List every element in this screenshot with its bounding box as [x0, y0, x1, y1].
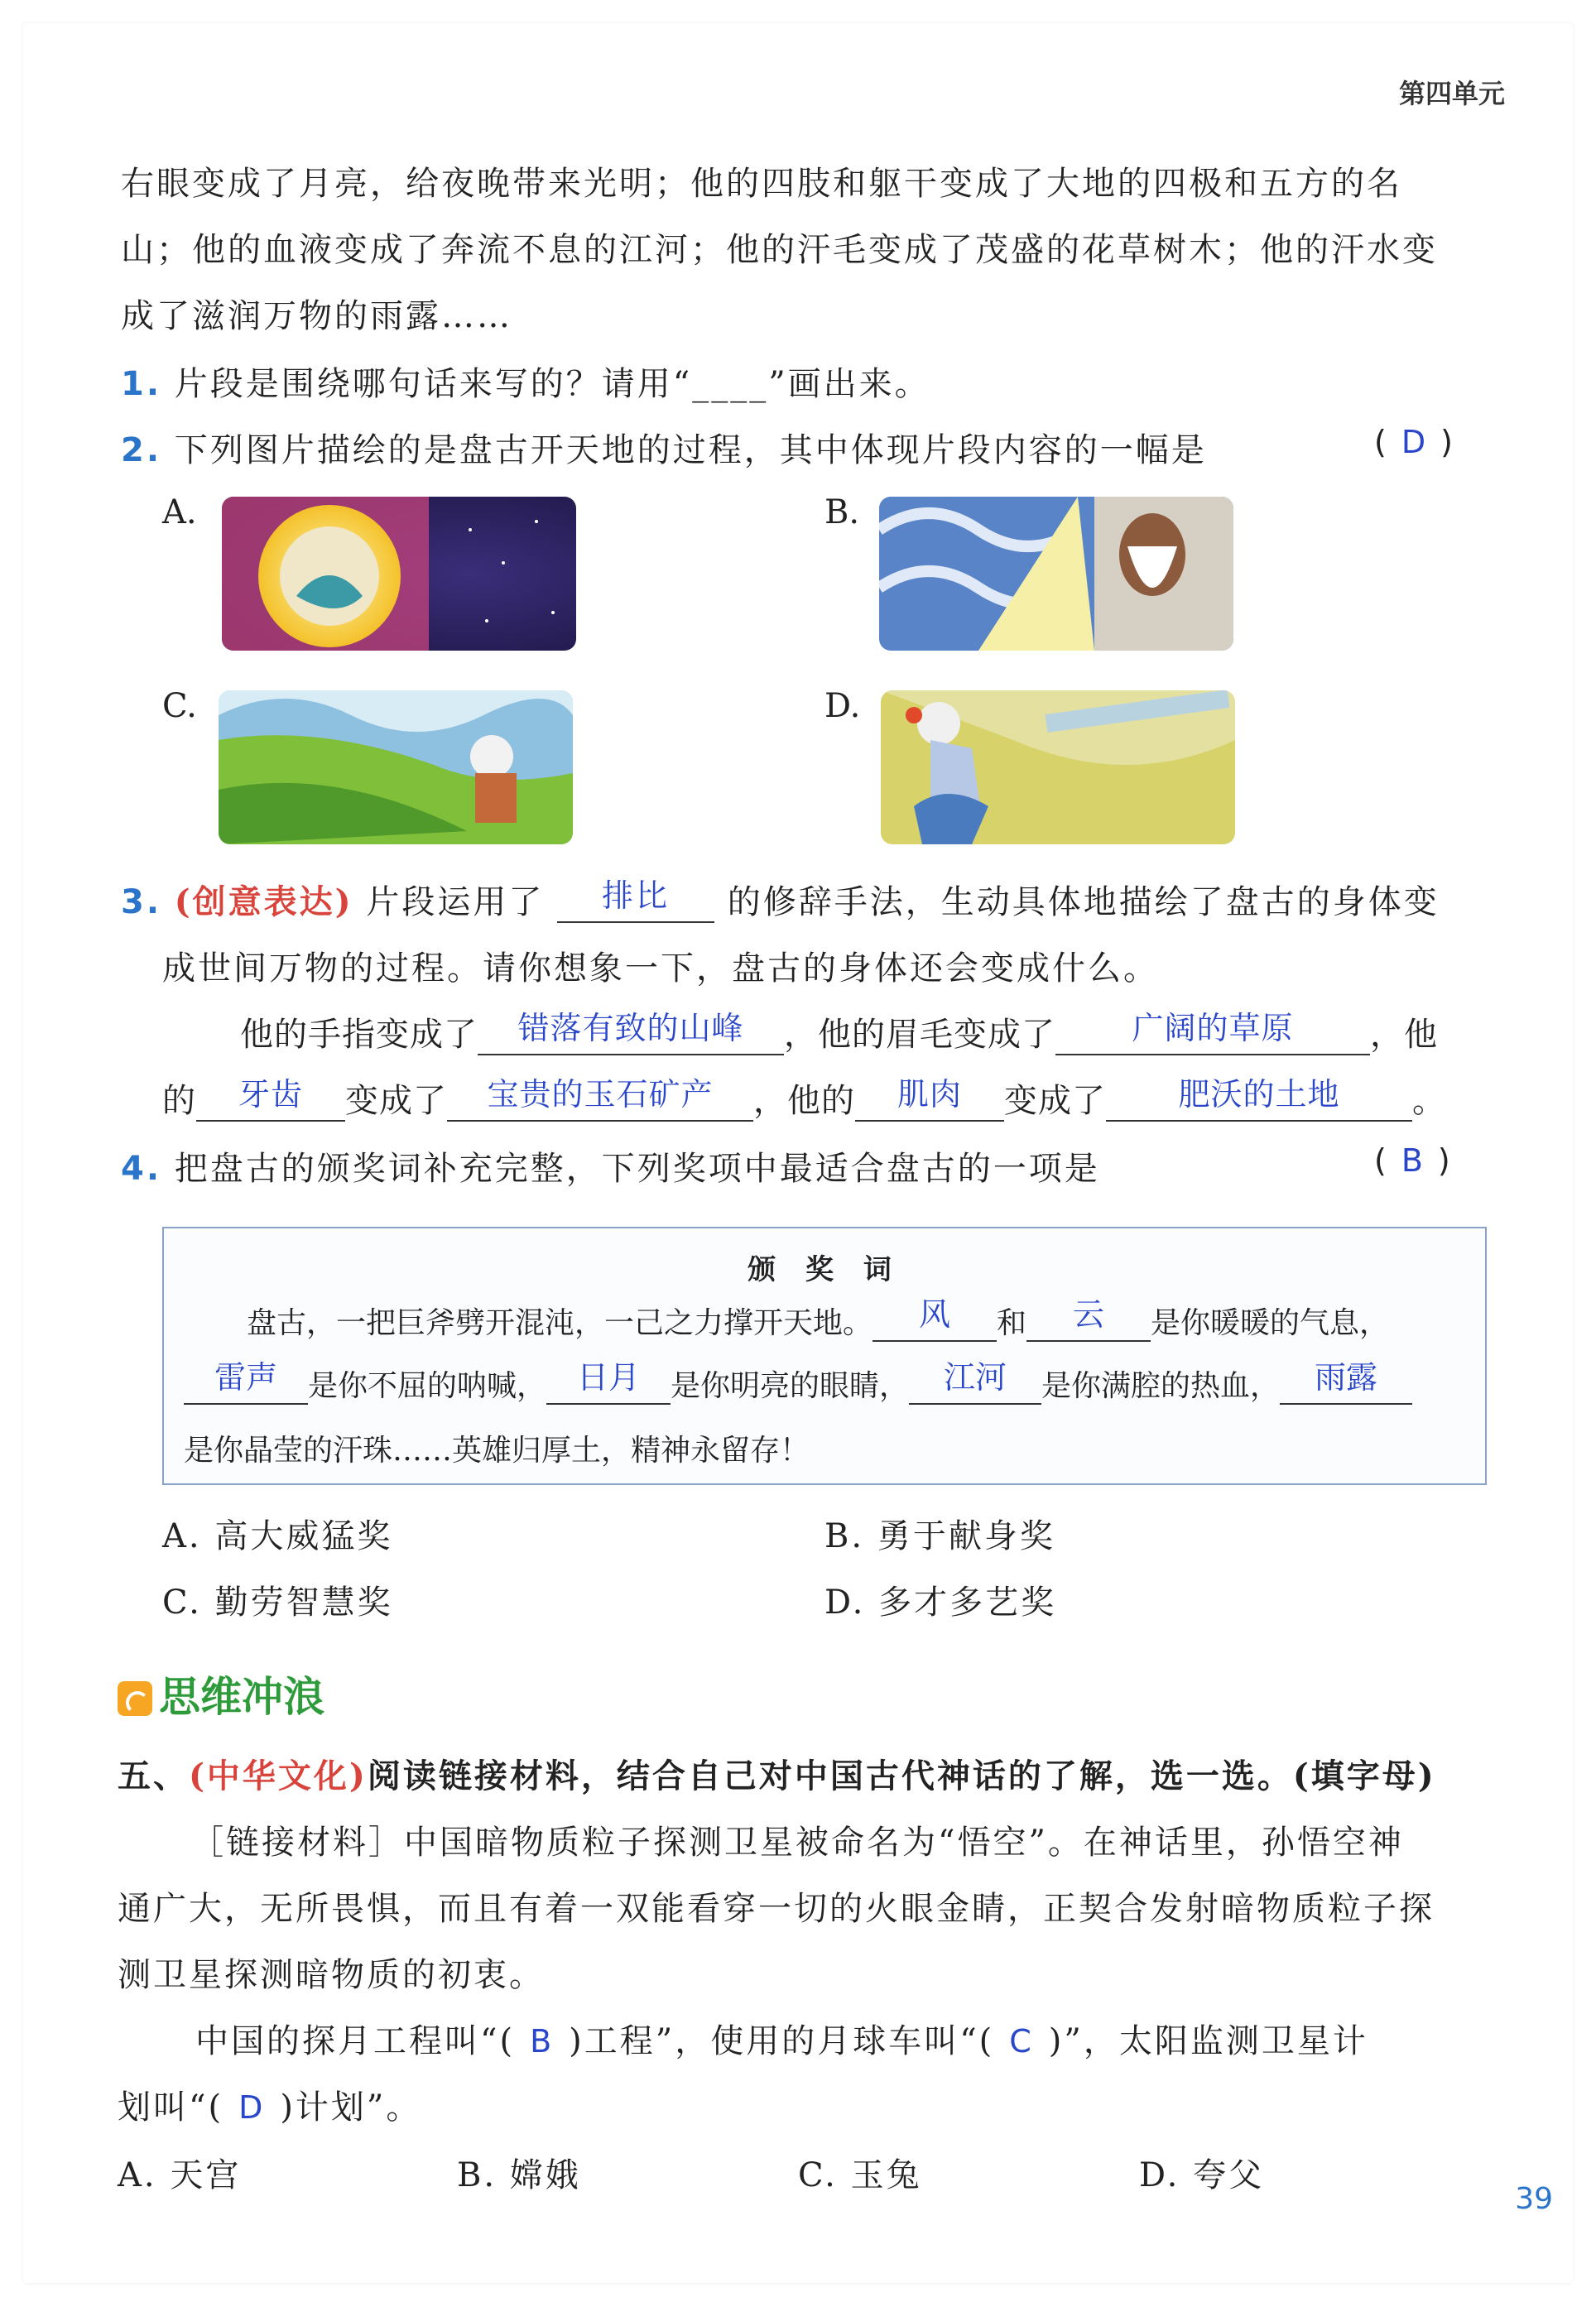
question-1: [121, 358, 930, 405]
page-number: 39: [1515, 2182, 1553, 2216]
answer-blank[interactable]: [196, 1076, 345, 1122]
text: ，他: [1370, 1016, 1438, 1054]
text: ，他的眉毛变成了: [784, 1016, 1055, 1054]
choice-b[interactable]: B. 勇于献身奖: [824, 1517, 1055, 1555]
question-2: [121, 424, 1207, 471]
pangu-picture-d[interactable]: [881, 690, 1235, 844]
material-line: 测卫星探测暗物质的初衷。: [118, 1956, 545, 1994]
question-text: 片段运用了: [366, 883, 545, 921]
unit-label: 第四单元: [1398, 78, 1505, 109]
text: 的: [162, 1082, 196, 1120]
answer-blank[interactable]: [478, 1010, 784, 1055]
option-a[interactable]: A. 天宫: [118, 2156, 242, 2194]
pangu-picture-c[interactable]: [219, 690, 573, 844]
question-number: 4.: [121, 1150, 162, 1188]
question-text: 阅读链接材料，结合自己对中国古代神话的了解，选一选。(填字母): [367, 1757, 1436, 1795]
text: )”，太阳监测卫星计: [1048, 2022, 1368, 2060]
answer-value: 日月: [577, 1359, 641, 1396]
section-header: [118, 1664, 324, 1723]
question-text: 片段是围绕哪句话来写的？请用“____”画出来。: [174, 365, 930, 403]
answer-blank[interactable]: [546, 1359, 671, 1405]
answer-paren: ( B ): [1374, 1142, 1450, 1179]
answer-value: 云: [1073, 1296, 1105, 1333]
text: 是你不屈的呐喊，: [308, 1369, 547, 1403]
answer-value: 雨露: [1315, 1359, 1378, 1396]
answer-blank[interactable]: [184, 1359, 308, 1405]
material-line: 通广大，无所畏惧，而且有着一双能看穿一切的火眼金睛，正契合发射暗物质粒子探: [118, 1890, 1435, 1928]
answer-value: 雷声: [214, 1359, 277, 1396]
option-b[interactable]: B. 嫦娥: [457, 2156, 581, 2194]
question-3: [121, 876, 1440, 923]
text: 是你明亮的眼睛，: [671, 1369, 910, 1403]
answer-blank[interactable]: [855, 1076, 1004, 1122]
answer-value[interactable]: C: [1009, 2023, 1034, 2059]
answer-value: D: [1401, 424, 1426, 460]
question-4: [121, 1142, 1100, 1190]
award-line: [184, 1359, 1412, 1405]
answer-blank[interactable]: [1055, 1010, 1370, 1055]
question-5-fill: [195, 2015, 1368, 2062]
text: 变成了: [345, 1082, 447, 1120]
answer-blank[interactable]: [873, 1296, 997, 1342]
answer-blank[interactable]: [1026, 1296, 1151, 1342]
question-tag: (中华文化): [189, 1757, 368, 1795]
choice-a[interactable]: A. 高大威猛奖: [162, 1517, 393, 1555]
award-line: [247, 1296, 1390, 1342]
pangu-picture-b[interactable]: [879, 497, 1233, 651]
choice-d[interactable]: D. 多才多艺奖: [824, 1584, 1057, 1622]
question-tag: (创意表达): [174, 882, 353, 921]
question-3-line3: [240, 1008, 1438, 1055]
award-speech-box: [162, 1227, 1487, 1485]
question-number: 3.: [121, 883, 162, 921]
answer-value: 江河: [944, 1359, 1007, 1396]
text: 盘古，一把巨斧劈开混沌，一己之力撑开天地。: [247, 1306, 873, 1340]
passage-line: 右眼变成了月亮，给夜晚带来光明；他的四肢和躯干变成了大地的四极和五方的名: [121, 165, 1402, 203]
text: 他的手指变成了: [240, 1016, 478, 1054]
answer-value[interactable]: D: [238, 2089, 266, 2126]
option-label: C.: [162, 687, 197, 725]
question-text: 的修辞手法，生动具体地描绘了盘古的身体变: [727, 883, 1440, 921]
question-number: 2.: [121, 431, 162, 469]
passage-line: 成了滋润万物的雨露……: [121, 297, 512, 335]
option-label: A.: [162, 493, 197, 531]
answer-blank[interactable]: [557, 877, 714, 923]
answer-value: 错落有致的山峰: [517, 1010, 744, 1046]
answer-blank[interactable]: [447, 1076, 753, 1122]
question-3-line2: 成世间万物的过程。请你想象一下，盘古的身体还会变成什么。: [162, 949, 1159, 988]
passage-line: 山；他的血液变成了奔流不息的江河；他的汗毛变成了茂盛的花草树木；他的汗水变: [121, 231, 1438, 269]
answer-value: 肥沃的土地: [1178, 1076, 1340, 1113]
answer-value: B: [1401, 1142, 1423, 1179]
answer-value: 风: [919, 1296, 951, 1333]
answer-value: 牙齿: [238, 1076, 303, 1113]
answer-paren: ( D ): [1374, 424, 1453, 460]
award-line: 是你晶莹的汗珠……英雄归厚土，精神永留存！: [184, 1434, 810, 1468]
pangu-picture-a[interactable]: [222, 497, 576, 651]
question-3-line4: [162, 1074, 1446, 1122]
answer-blank[interactable]: [1106, 1076, 1412, 1122]
answer-value: 肌肉: [897, 1076, 962, 1113]
answer-value: 宝贵的玉石矿产: [487, 1076, 714, 1113]
option-label: B.: [824, 493, 860, 531]
award-title: 颁 奖 词: [748, 1253, 901, 1286]
text: 变成了: [1004, 1082, 1106, 1120]
question-number: 五、: [118, 1757, 189, 1795]
text: 是你暖暖的气息，: [1151, 1306, 1390, 1340]
answer-value[interactable]: B: [530, 2023, 555, 2059]
material-line: ［链接材料］中国暗物质粒子探测卫星被命名为“悟空”。在神话里，孙悟空神: [190, 1824, 1404, 1862]
question-5-fill: [118, 2081, 421, 2128]
text: ，他的: [753, 1082, 855, 1120]
option-label: D.: [824, 687, 861, 725]
text: )计划”。: [280, 2088, 422, 2127]
option-d[interactable]: D. 夸父: [1139, 2156, 1265, 2194]
text: 中国的探月工程叫“(: [195, 2022, 516, 2060]
choice-c[interactable]: C. 勤劳智慧奖: [162, 1584, 393, 1622]
answer-blank[interactable]: [909, 1359, 1041, 1405]
question-5: [118, 1750, 1436, 1797]
option-c[interactable]: C. 玉兔: [798, 2156, 922, 2194]
text: 和: [997, 1306, 1027, 1340]
text: 划叫“(: [118, 2088, 224, 2127]
text: 。: [1412, 1082, 1446, 1120]
question-text: 下列图片描绘的是盘古开天地的过程，其中体现片段内容的一幅是: [174, 431, 1207, 469]
text: )工程”，使用的月球车叫“(: [569, 2022, 995, 2060]
text: 是你满腔的热血，: [1041, 1369, 1281, 1403]
answer-blank[interactable]: [1280, 1359, 1412, 1405]
answer-value: 广阔的草原: [1132, 1010, 1294, 1046]
question-number: 1.: [121, 365, 162, 403]
question-text: 把盘古的颁奖词补充完整，下列奖项中最适合盘古的一项是: [174, 1150, 1100, 1188]
section-title: 思维冲浪: [159, 1673, 324, 1721]
wave-icon: [118, 1681, 152, 1716]
answer-value: 排比: [602, 877, 671, 914]
